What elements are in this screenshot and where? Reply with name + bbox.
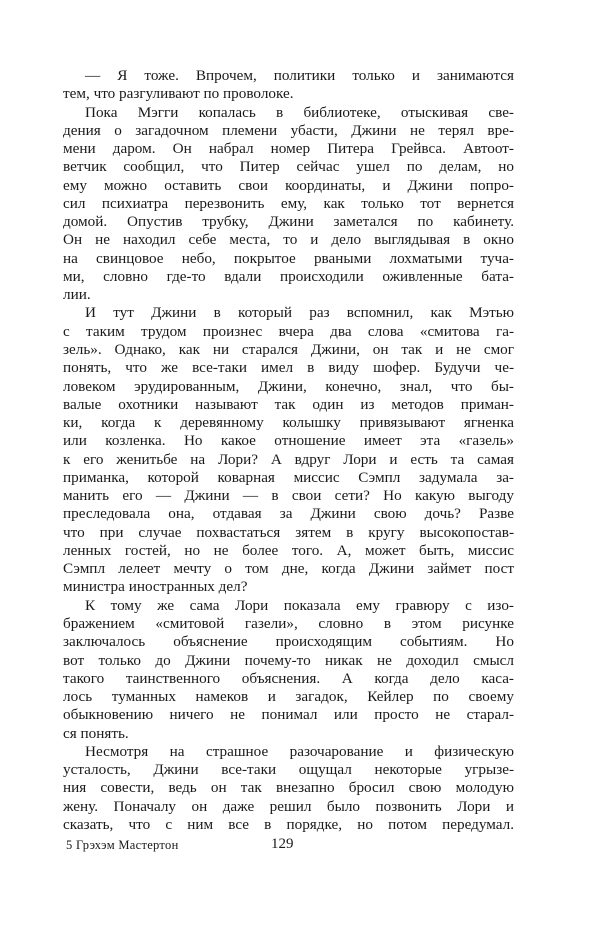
text-line: жену. Поначалу он даже решил было позвонить Лори и	[63, 797, 514, 815]
text-line: приманка, которой коварная миссис Сэмпл задумала за-	[63, 468, 514, 486]
text-line: домой. Опустив трубку, Джини заметался по кабинету.	[63, 213, 514, 231]
text-line: вот только до Джини почему-то никак не доходил смысл	[63, 651, 514, 669]
text-line: с таким трудом произнес вчера два слова «смитова га-	[63, 322, 514, 340]
text-line: к его женитьбе на Лори? А вдруг Лори и есть та самая	[63, 450, 514, 468]
text-line: мени даром. Он набрал номер Питера Грейвса. Автоот-	[63, 140, 514, 158]
text-line: ленных гостей, но не более того. А, может быть, миссис	[63, 541, 514, 559]
signature-mark: 5 Грэхэм Мастертон	[66, 838, 179, 852]
text-line: заключалось объяснение происходящим событиям. Но	[63, 633, 514, 651]
text-line: усталость, Джини все-таки ощущал некоторые угрызе-	[63, 761, 514, 779]
text-line: ся понять.	[63, 724, 129, 742]
text-line: обыкновению ничего не понимал или просто не старал-	[63, 706, 514, 724]
text-line: Он не находил себе места, то и дело выглядывая в окно	[63, 231, 514, 249]
text-line: сил психиатра перезвонить ему, как только тот вернется	[63, 194, 514, 212]
text-line: тем, что разгуливают по проволоке.	[63, 85, 294, 103]
text-line: ки, когда к деревянному колышку привязывают ягненка	[63, 414, 514, 432]
text-line: ветчик сообщил, что Питер сейчас ушел по делам, но	[63, 158, 514, 176]
page-number: 129	[271, 836, 294, 852]
paragraph	[63, 67, 514, 104]
paragraph	[63, 104, 514, 305]
text-line: Несмотря на страшное разочарование и физическую	[85, 742, 514, 760]
text-line: ему можно оставить свои координаты, и Джини попро-	[63, 176, 514, 194]
text-line: такого таинственного объяснения. А когда дело каса-	[63, 669, 514, 687]
text-line: К тому же сама Лори показала ему гравюру с изо-	[85, 596, 514, 614]
text-line: ния совести, ведь он так внезапно бросил свою молодую	[63, 779, 514, 797]
text-line: валые охотники называют так один из методов приман-	[63, 395, 514, 413]
text-line: сказать, что с ним все в порядке, но потом передумал.	[63, 815, 514, 833]
text-line: понять, что же все-таки имел в виду шофер. Будучи че-	[63, 359, 514, 377]
text-line: преследовала она, отдавая за Джини свою дочь? Разве	[63, 505, 514, 523]
text-line: Пока Мэгги копалась в библиотеке, отыскивая све-	[85, 103, 514, 121]
text-line: или козленка. Но какое отношение имеет эта «газель»	[63, 432, 514, 450]
text-line: манить его — Джини — в свои сети? Но какую выгоду	[63, 487, 514, 505]
text-line: лось туманных намеков и загадок, Кейлер по своему	[63, 688, 514, 706]
paragraph	[63, 743, 514, 834]
text-line: Сэмпл лелеет мечту о том дне, когда Джини займет пост	[63, 560, 514, 578]
text-line: дения о загадочном племени убасти, Джини не терял вре-	[63, 121, 514, 139]
text-line: лии.	[63, 286, 91, 304]
text-line: ловеком эрудированным, Джини, конечно, знал, что бы-	[63, 377, 514, 395]
text-line: — Я тоже. Впрочем, политики только и занимаются	[85, 67, 514, 84]
page-body	[63, 67, 514, 834]
text-line: что при случае похвастаться зятем в кругу высокопостав-	[63, 523, 514, 541]
text-line: зель». Однако, как ни старался Джини, он так и не смог	[63, 340, 514, 358]
paragraph	[63, 304, 514, 596]
text-line: И тут Джини в который раз вспомнил, как Мэтью	[85, 304, 514, 322]
text-line: на свинцовое небо, покрытое рваными лохматыми туча-	[63, 249, 514, 267]
text-line: бражением «смитовой газели», словно в этом рисунке	[63, 614, 514, 632]
text-line: ми, словно где-то вдали происходили оживленные бата-	[63, 267, 514, 285]
text-line: министра иностранных дел?	[63, 578, 248, 596]
paragraph	[63, 597, 514, 743]
